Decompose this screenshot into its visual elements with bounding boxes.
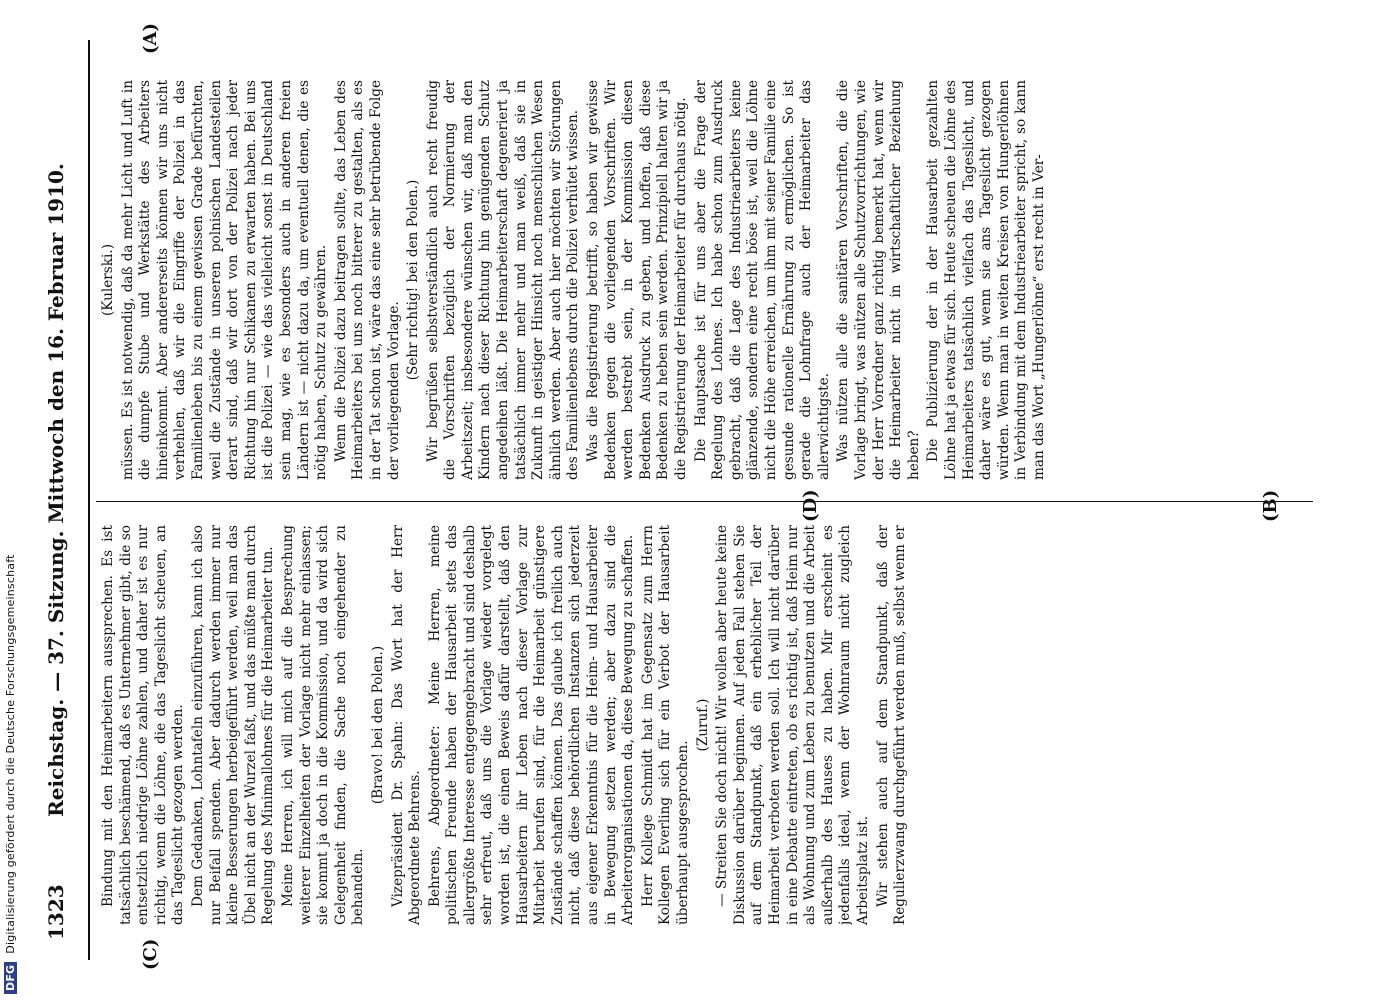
page-header: [40, 40, 72, 940]
speaker-paragraph: Vizepräsident Dr. Spahn: Das Wort hat der Herr Abgeordnete Behrens.: [389, 525, 424, 925]
dfg-logo: DFG: [4, 962, 17, 994]
speaker-paragraph: Behrens, Abgeordneter: Meine Herren, meine politischen Freunde haben der Hausarbeit stets das allergrößte Interesse entgegengebracht und sind deshalb sehr erfreut, daß uns die Vorlage wieder vorgelegt worden ist, die einen Beweis dafür darstellt, daß den Hausarbeitern ihr Leben nach dieser Vorlage zur Mitarbeit berufen sind, für die Heimarbeit günstigere Zustände schaffen können. Das glaube ich freilich auch nicht, daß diese behördlichen Instanzen sich jederzeit aus eigener Erkenntnis für die Heim- und Hausarbeiter in Bewegung setzen werden; aber dazu sind die Arbeiterorganisationen da, diese Bewegung zu schaffen.: [426, 525, 637, 925]
left-text-column: [100, 525, 1313, 925]
paragraph: Meine Herren, ich will mich auf die Besprechung weiterer Einzelheiten der Vorlage nicht mehr einlassen; sie kommt ja doch in die Kommission, und da wird sich Gelegenheit finden, die Sache noch eingehender zu behandeln.: [279, 525, 367, 925]
interjection: (Zuruf.): [694, 698, 711, 752]
margin-mark-c: (C): [140, 938, 161, 970]
column-divider: [96, 501, 1313, 502]
paragraph: Dem Gedanken, Lohntafeln einzuführen, kann ich also nur Beifall spenden. Aber dadurch werden immer nur kleine Besserungen herbeigeführt werden, weil man das Übel nicht an der Wurzel faßt, und das müßte man durch Regelung des Minimallohnes für die Heimarbeiter tun.: [189, 525, 277, 925]
paragraph: Wir begrüßen selbstverständlich auch recht freudig die Vorschriften bezüglich der Normierung der Arbeitszeit; insbesondere wünschen wir, daß man den Kindern nach dieser Richtung hin genügenden Schutz angedeihen läßt. Die Heimarbeiterschaft degeneriert ja tatsächlich immer mehr und man weiß, daß sie in Zukunft in geistiger Hinsicht noch menschlichen Wesen ähnlich werden. Aber auch hier möchten wir Störungen des Familienlebens durch die Polizei verhütet wissen.: [424, 80, 582, 480]
paragraph: Was die Registrierung betrifft, so haben wir gewisse Bedenken gegen die vorliegenden Vorschriften. Wir werden bestrebt sein, in der Kommission diesen Bedenken Ausdruck zu geben, und hoffen, daß diese Bedenken zu heben sein werden. Prinzipiell halten wir ja die Registrierung der Heimarbeiter für durchaus nötig.: [585, 80, 689, 480]
margin-mark-b: (B): [1260, 489, 1281, 522]
paragraph: müssen. Es ist notwendig, daß da mehr Licht und Luft in die dumpfe Stube und Werkstätte des Arbeiters hineinkommt. Aber andererseits können wir uns nicht verhehlen, daß wir die Eingriffe der Polizei in das Familienleben bis zu einem gewissen Grade befürchten, weil die Zustände in unseren polnischen Landesteilen derart sind, daß wir dort von der Polizei nach jeder Richtung hin nur Schikanen zu erwarten haben. Bei uns ist die Polizei — wie das vielleicht sonst in Deutschland sein mag, wie es besonders auch in anderen freien Ländern ist — nicht dazu da, um eventuell denen, die es nötig haben, Schutz zu gewähren.: [119, 80, 330, 480]
interjection: (Bravo! bei den Polen.): [369, 645, 386, 805]
paragraph: Wir stehen auch auf dem Standpunkt, daß der Regulierzwang durchgeführt werden muß, selbst wenn er: [874, 525, 909, 925]
paragraph: — Streiten Sie doch nicht! Wir wollen aber heute keine Diskussion darüber beginnen. Auf jeden Fall stehen Sie auf dem Standpunkt, daß ein erheblicher Teil der Heimarbeit verboten werden soll. Ich will nicht darüber in eine Debatte eintreten, ob es richtig ist, daß Heim nur als Wohnung und zum Leben zu benutzen und die Arbeit außerhalb des Hauses zu haben. Mir erscheint es jedenfalls ideal, wenn der Wohnraum nicht zugleich Arbeitsplatz ist.: [714, 525, 871, 925]
paragraph: Die Hauptsache ist für uns aber die Frage der Regelung des Lohnes. Ich habe schon zum Ausdruck gebracht, daß die Lage des Industriearbeiters keine glänzende, sondern eine recht böse ist, weil die Löhne nicht die Höhe erreichen, um ihm mit seiner Familie eine gesunde rationelle Ernährung zu ermöglichen. So ist gerade die Lohnfrage auch der Heimarbeiter das allerwichtigste.: [692, 80, 832, 480]
running-title: Reichstag. — 37. Sitzung. Mittwoch den 16. Februar 1910.: [44, 163, 68, 817]
margin-mark-a: (A): [140, 23, 161, 54]
footer-strip: [0, 0, 24, 1000]
speaker-tag: (Kulerski.): [100, 244, 116, 316]
header-rule: [88, 40, 90, 960]
right-text-column: [100, 80, 1313, 480]
paragraph: Bindung mit den Heimarbeitern aussprechen. Es ist tatsächlich beschämend, daß es Unternehmer gibt, die so entsetzlich niedrige Löhne zahlen, und daher ist es nur richtig, wenn die Löhne, die das Tageslicht scheuen, an das Tageslicht gezogen werden.: [100, 525, 187, 925]
margin-mark-d-left: (D): [800, 489, 821, 522]
page-number: 1323: [44, 884, 68, 940]
paragraph: Was nützen alle die sanitären Vorschriften, die die Vorlage bringt, was nützen alle Schutzvorrichtungen, wie der Herr Vorredner ganz richtig bemerkt hat, wenn wir die Heimarbeiter nicht in wirtschaftlicher Beziehung heben?: [835, 80, 922, 480]
paragraph: Die Publizierung der in der Hausarbeit gezahlten Löhne hat ja etwas für sich. Heute scheuen die Löhne des Heimarbeiters tatsächlich vielfach das Tageslicht, und daher wäre es gut, wenn sie ans Tageslicht gezogen würden. Wenn man in weiten Kreisen von Hungerlöhnen in Verbindung mit dem Industriearbeiter spricht, so kann man das Wort „Hungerlöhne“ erst recht in Ver-: [925, 80, 1047, 480]
paragraph: Wenn die Polizei dazu beitragen sollte, das Leben des Heimarbeiters bei uns noch bitterer zu gestalten, als es in der Tat schon ist, wäre das eine sehr betrübende Folge der vorliegenden Vorlage.: [332, 80, 402, 480]
interjection: (Sehr richtig! bei den Polen.): [405, 179, 422, 381]
credit-text: Digitalisierung gefördert durch die Deutsche Forschungsgemeinschaft: [4, 554, 17, 954]
digitization-credit: [4, 554, 18, 994]
paragraph: Herr Kollege Schmidt hat im Gegensatz zum Herrn Kollegen Everling sich für ein Verbot der Hausarbeit überhaupt ausgesprochen.: [639, 525, 691, 925]
